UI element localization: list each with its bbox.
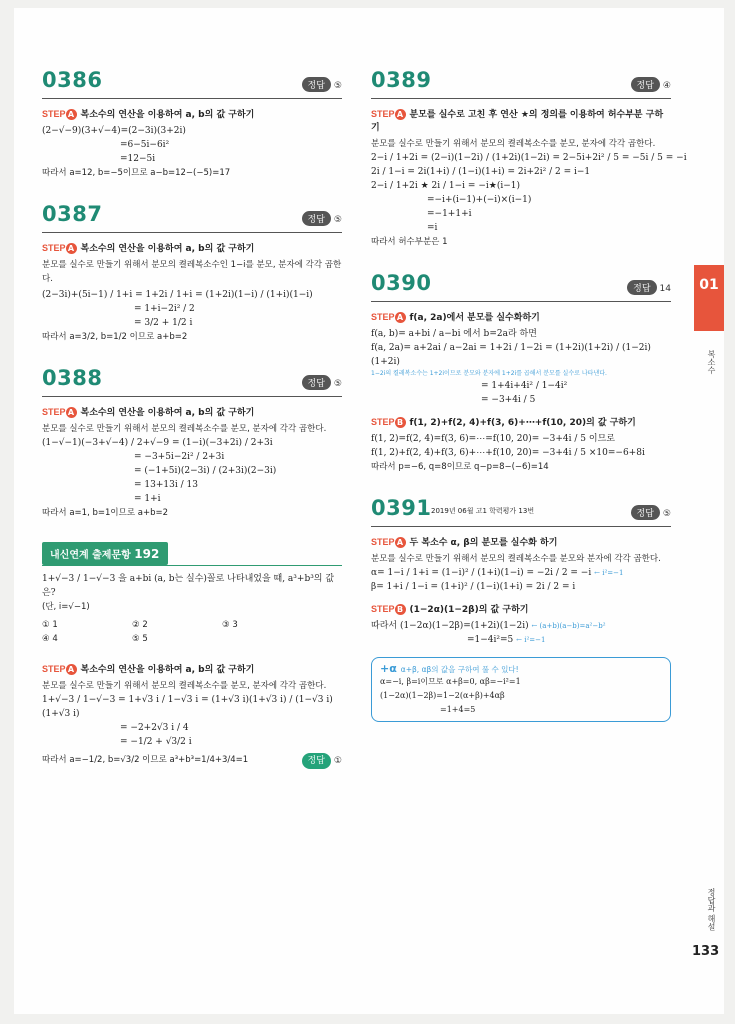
problem-header-0391 bbox=[371, 496, 671, 527]
description: 분모를 실수로 만들기 위해서 분모의 켤레복소수를 분모, 분자에 각각 곱한다. bbox=[42, 681, 327, 691]
step-title: 복소수의 연산을 이용하여 a, b의 값 구하기 bbox=[80, 244, 255, 254]
math-line: =−1+1+i bbox=[427, 209, 472, 219]
description: 분모를 실수로 만들기 위해서 분모의 켤레복소수를 분모, 분자에 각각 곱한다. bbox=[42, 424, 327, 434]
answer-badge bbox=[631, 505, 671, 520]
hint-line: α=−i, β=i이므로 α+β=0, αβ=−i²=1 bbox=[380, 677, 521, 686]
math-line: = 1+i−2i² / 2 bbox=[134, 304, 195, 314]
answer-value: ① bbox=[333, 756, 342, 766]
answer-value: ⑤ bbox=[333, 379, 342, 389]
side-note: ← i²=−1 bbox=[516, 636, 546, 644]
step-word: STEP bbox=[371, 417, 395, 427]
choice-1: ① 1 bbox=[42, 620, 58, 630]
step-heading bbox=[42, 241, 342, 254]
step-letter: A bbox=[66, 109, 77, 120]
answer-tag: 정답 bbox=[627, 280, 656, 295]
related-problem-label bbox=[42, 542, 168, 565]
step-heading bbox=[371, 535, 671, 548]
step-title: f(a, 2a)에서 분모를 실수화하기 bbox=[409, 313, 540, 323]
step-word: STEP bbox=[371, 312, 395, 322]
final-answer-row bbox=[42, 753, 342, 769]
math-line: 2−i / 1+2i = (2−i)(1−2i) / (1+2i)(1−2i) = 2−5i+2i² / 5 = −5i / 5 = −i bbox=[371, 153, 687, 163]
step-letter: A bbox=[395, 109, 406, 120]
problem-header-0386 bbox=[42, 68, 342, 99]
step-letter: A bbox=[66, 407, 77, 418]
right-column bbox=[371, 68, 687, 722]
answer-badge bbox=[302, 77, 342, 92]
side-note: ← i²=−1 bbox=[594, 569, 624, 577]
choice-4: ④ 4 bbox=[42, 634, 58, 644]
chapter-tab: 01 bbox=[694, 265, 724, 331]
problem-condition: (단, i=√−1) bbox=[42, 602, 90, 612]
step-letter: A bbox=[395, 312, 406, 323]
conclusion: 따라서 a=12, b=−5이므로 a−b=12−(−5)=17 bbox=[42, 168, 231, 178]
step-heading bbox=[42, 405, 342, 418]
step-title: f(1, 2)+f(2, 4)+f(3, 6)+⋯+f(10, 20)의 값 구하기 bbox=[409, 418, 636, 428]
related-label-text: 내신연계 출제문항 bbox=[50, 550, 131, 561]
problem-number: 0386 bbox=[42, 68, 103, 92]
math-line: f(a, 2a)= a+2ai / a−2ai = 1+2i / 1−2i = (1+2i)(1+2i) / (1−2i)(1+2i) bbox=[371, 343, 651, 367]
description: 분모를 실수로 만들기 위해서 분모의 켤레복소수인 1−i를 분모, 분자에 각각 곱한다. bbox=[42, 260, 342, 284]
math-line: =6−5i−6i² bbox=[120, 140, 170, 150]
step-heading bbox=[371, 310, 671, 323]
step-title: 복소수의 연산을 이용하여 a, b의 값 구하기 bbox=[80, 665, 255, 675]
math-line: f(1, 2)+f(2, 4)+f(3, 6)+⋯+f(10, 20)= −3+4i / 5 ×10=−6+8i bbox=[371, 448, 645, 458]
math-line: (2−√−9)(3+√−4)=(2−3i)(3+2i) bbox=[42, 126, 186, 136]
step-title: 복소수의 연산을 이용하여 a, b의 값 구하기 bbox=[80, 408, 255, 418]
math-line: =12−5i bbox=[120, 154, 156, 164]
page-number: 133 bbox=[692, 944, 720, 959]
choices bbox=[42, 618, 342, 646]
hint-line: =1+4=5 bbox=[440, 705, 476, 714]
problem-header-0389 bbox=[371, 68, 671, 99]
choice-2: ② 2 bbox=[132, 620, 148, 630]
answer-badge bbox=[302, 753, 342, 769]
answer-badge bbox=[302, 375, 342, 390]
step-heading bbox=[42, 107, 342, 120]
problem-number: 0388 bbox=[42, 366, 103, 390]
math-text: =1−4i²=5 bbox=[467, 635, 514, 645]
step-word: STEP bbox=[371, 537, 395, 547]
math-line: = 13+13i / 13 bbox=[134, 480, 198, 490]
choice-5: ⑤ 5 bbox=[132, 634, 148, 644]
conclusion: 따라서 허수부분은 1 bbox=[371, 237, 448, 247]
side-note: ← (a+b)(a−b)=a²−b² bbox=[531, 622, 606, 630]
choice-3: ③ 3 bbox=[222, 620, 238, 630]
answer-badge bbox=[627, 280, 671, 295]
math-text: α= 1−i / 1+i = (1−i)² / (1+i)(1−i) = −2i / 2 = −i bbox=[371, 568, 592, 578]
answer-tag: 정답 bbox=[302, 77, 331, 92]
step-title: (1−2α)(1−2β)의 값 구하기 bbox=[409, 605, 529, 615]
answer-value: 14 bbox=[659, 284, 671, 294]
math-line bbox=[371, 633, 671, 647]
math-line: = −2+2√3 i / 4 bbox=[120, 723, 189, 733]
answer-tag: 정답 bbox=[631, 77, 660, 92]
answer-tag: 정답 bbox=[302, 753, 331, 769]
math-line bbox=[371, 619, 671, 633]
step-heading bbox=[42, 662, 342, 675]
step-title: 두 복소수 α, β의 분모를 실수화 하기 bbox=[409, 538, 558, 548]
step-letter: A bbox=[66, 243, 77, 254]
math-line: = 1+4i+4i² / 1−4i² bbox=[481, 381, 568, 391]
math-line: = −3+4i / 5 bbox=[481, 395, 536, 405]
step-title: 복소수의 연산을 이용하여 a, b의 값 구하기 bbox=[80, 110, 255, 120]
problem-question: 1+√−3 / 1−√−3 을 a+bi (a, b는 실수)꼴로 나타내었을 때, a³+b³의 값은? bbox=[42, 574, 335, 598]
problem-number: 0389 bbox=[371, 68, 432, 92]
answer-tag: 정답 bbox=[631, 505, 660, 520]
related-number: 192 bbox=[134, 547, 160, 561]
problem-header-0388 bbox=[42, 366, 342, 397]
step-word: STEP bbox=[42, 664, 66, 674]
answer-value: ⑤ bbox=[662, 509, 671, 519]
math-text: 따라서 (1−2α)(1−2β)=(1+2i)(1−2i) bbox=[371, 621, 529, 631]
step-title: 분모를 실수로 고친 후 연산 ★의 정의를 이용하여 허수부분 구하기 bbox=[371, 110, 664, 133]
answer-tag: 정답 bbox=[302, 375, 331, 390]
step-word: STEP bbox=[371, 604, 395, 614]
footer-label: 정답과 해설 bbox=[707, 888, 716, 931]
plus-alpha-icon: +α bbox=[380, 662, 397, 675]
step-heading bbox=[371, 415, 671, 428]
step-heading bbox=[371, 107, 671, 133]
math-line: = 1+i bbox=[134, 494, 161, 504]
answer-badge bbox=[302, 211, 342, 226]
conclusion: 따라서 a=3/2, b=1/2 이므로 a+b=2 bbox=[42, 332, 188, 342]
problem-header-0390 bbox=[371, 271, 671, 302]
math-line: f(a, b)= a+bi / a−bi 에서 b=2a라 하면 bbox=[371, 329, 537, 339]
hint-header bbox=[380, 662, 662, 675]
math-line: = (−1+5i)(2−3i) / (2+3i)(2−3i) bbox=[134, 466, 277, 476]
answer-tag: 정답 bbox=[302, 211, 331, 226]
math-line bbox=[371, 566, 671, 580]
hint-title: α+β, αβ의 값을 구하여 풀 수 있다! bbox=[400, 665, 519, 674]
hint-line: (1−2α)(1−2β)=1−2(α+β)+4αβ bbox=[380, 691, 505, 700]
problem-number: 0387 bbox=[42, 202, 103, 226]
step-letter: A bbox=[66, 664, 77, 675]
answer-badge bbox=[631, 77, 671, 92]
left-column bbox=[42, 68, 342, 769]
answer-value: ⑤ bbox=[333, 215, 342, 225]
math-line: (1−√−1)(−3+√−4) / 2+√−9 = (1−i)(−3+2i) / 2+3i bbox=[42, 438, 273, 448]
step-word: STEP bbox=[42, 109, 66, 119]
conclusion: 따라서 a=1, b=1이므로 a+b=2 bbox=[42, 508, 168, 518]
step-word: STEP bbox=[371, 109, 395, 119]
problem-source: 2019년 06월 고1 학력평가 13번 bbox=[431, 507, 535, 515]
step-letter: B bbox=[395, 604, 406, 615]
math-line: 1+√−3 / 1−√−3 = 1+√3 i / 1−√3 i = (1+√3 i)(1+√3 i) / (1−√3 i)(1+√3 i) bbox=[42, 695, 333, 719]
conclusion: 따라서 a=−1/2, b=√3/2 이므로 a³+b³=1/4+3/4=1 bbox=[42, 755, 249, 765]
problem-number: 0391 bbox=[371, 496, 432, 520]
math-line: = −3+5i−2i² / 2+3i bbox=[134, 452, 225, 462]
math-line: = 3/2 + 1/2 i bbox=[134, 318, 193, 328]
math-line: = −1/2 + √3/2 i bbox=[120, 737, 192, 747]
description: 분모를 실수로 만들기 위해서 분모의 켤레복소수를 분모, 분자에 각각 곱한다. bbox=[371, 139, 656, 149]
step-letter: B bbox=[395, 417, 406, 428]
math-line: (2−3i)+(5i−1) / 1+i = 1+2i / 1+i = (1+2i)(1−i) / (1+i)(1−i) bbox=[42, 290, 313, 300]
math-line: =−i+(i−1)+(−i)×(i−1) bbox=[427, 195, 532, 205]
math-line: f(1, 2)=f(2, 4)=f(3, 6)=⋯=f(10, 20)= −3+4i / 5 이므로 bbox=[371, 434, 615, 444]
math-line: 2−i / 1+2i ★ 2i / 1−i = −i★(i−1) bbox=[371, 181, 520, 191]
math-line: 2i / 1−i = 2i(1+i) / (1−i)(1+i) = 2i+2i² / 2 = i−1 bbox=[371, 167, 591, 177]
page bbox=[14, 8, 724, 1014]
step-word: STEP bbox=[42, 243, 66, 253]
step-letter: A bbox=[395, 537, 406, 548]
answer-value: ④ bbox=[662, 81, 671, 91]
chapter-title: 복소수 bbox=[707, 350, 716, 374]
description: 분모를 실수로 만들기 위해서 분모의 켤레복소수를 분모와 분자에 각각 곱한다. bbox=[371, 554, 661, 564]
step-heading bbox=[371, 602, 671, 615]
step-word: STEP bbox=[42, 407, 66, 417]
math-line: =i bbox=[427, 223, 438, 233]
math-line: β= 1+i / 1−i = (1+i)² / (1−i)(1+i) = 2i / 2 = i bbox=[371, 582, 576, 592]
problem-number: 0390 bbox=[371, 271, 432, 295]
explanatory-note: 1−2i의 켤레복소수는 1+2i이므로 분모와 분자에 1+2i를 곱해서 분모를 실수로 나타낸다. bbox=[371, 370, 607, 377]
conclusion: 따라서 p=−6, q=8이므로 q−p=8−(−6)=14 bbox=[371, 462, 549, 472]
problem-header-0387 bbox=[42, 202, 342, 233]
answer-value: ⑤ bbox=[333, 81, 342, 91]
hint-box bbox=[371, 657, 671, 722]
